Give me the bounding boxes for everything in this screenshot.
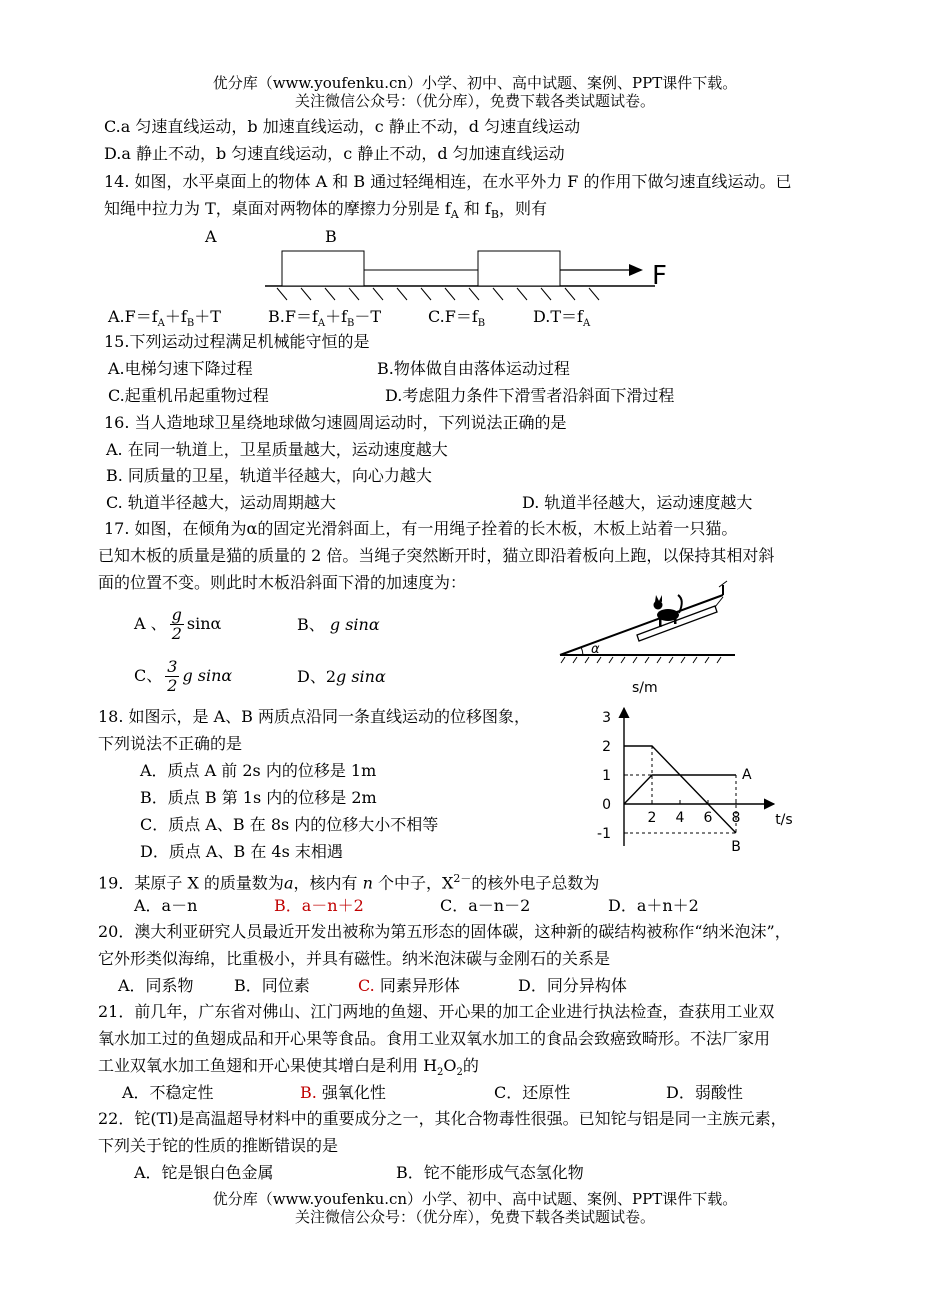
q18-option-a: A．质点 A 前 2s 内的位移是 1m [140,761,377,780]
q18-stem-line1: 18. 如图示，是 A、B 两质点沿同一条直线运动的位移图象， [98,707,531,726]
q13-option-c: C.a 匀速直线运动，b 加速直线运动，c 静止不动，d 匀速直线运动 [104,117,581,136]
q15-option-c: C.起重机吊起重物过程 [108,386,269,405]
q17-stem-line3: 面的位置不变。则此时木板沿斜面下滑的加速度为： [98,573,467,592]
q21-option-c: C．还原性 [494,1083,571,1102]
q19-option-b: B．a－n＋2 [274,896,364,915]
series-a [624,775,736,804]
q14-stem-line2: 知绳中拉力为 T，桌面对两物体的摩擦力分别是 $f_A$ 和 $f_B$，则有 [104,199,547,222]
q16-option-d: D. 轨道半径越大，运动速度越大 [522,493,753,512]
incline [560,595,723,655]
x-tick-label: 4 [675,810,685,826]
q22-option-a: A．铊是银白色金属 [134,1163,274,1182]
header-line-1: 优分库（www.youfenku.cn）小学、初中、高中试题、案例、PPT课件下载。 [212,74,738,92]
y-axis-label: s/m [632,680,658,696]
y-tick-label: 2 [602,739,611,755]
q20-option-b: B．同位素 [234,976,310,995]
q21-stem-line2: 氧水加工过的鱼翅成品和开心果等食品。食用工业双氧水加工的食品会致癌致畸形。不法厂家用 [98,1029,771,1048]
y-tick-label: 0 [602,797,611,813]
q20-option-a: A．同系物 [118,976,194,995]
y-tick-label: 1 [602,768,611,784]
q18-option-b: B．质点 B 第 1s 内的位移是 2m [140,788,377,807]
q14-diagram [255,244,685,306]
q15-stem: 15.下列运动过程满足机械能守恒的是 [104,332,370,351]
header-line-2: 关注微信公众号：（优分库），免费下载各类试题试卷。 [294,92,655,110]
q14-stem-line1: 14. 如图，水平桌面上的物体 A 和 B 通过轻绳相连，在水平外力 F 的作用下做匀速直线运动。已 [104,172,792,191]
q21-option-b: B. 强氧化性 [300,1083,386,1102]
q17-stem-line2: 已知木板的质量是猫的质量的 2 倍。当绳子突然断开时，猫立即沿着板向上跑，以保持其相对斜 [98,546,775,565]
q16-stem: 16. 当人造地球卫星绕地球做匀速圆周运动时，下列说法正确的是 [104,413,567,432]
angle-label: α [591,642,600,657]
q21-stem-line1: 21．前几年，广东省对佛山、江门两地的鱼翅、开心果的加工企业进行执法检查，查获用工业双 [98,1002,775,1021]
q14-option-c: $C.F=f_B$ [428,307,486,330]
block-a [282,251,364,286]
series-label-b: B [731,839,741,855]
q14-option-d: $D.T=f_A$ [533,307,591,330]
q17-option-a: A 、 $\frac{g}{2}$ sinα [134,605,222,643]
q14-label-b: B [325,227,337,246]
footer-line-2: 关注微信公众号：（优分库），免费下载各类试题试卷。 [294,1208,655,1226]
q20-option-d: D．同分异构体 [518,976,627,995]
q22-stem-line2: 下列关于铊的性质的推断错误的是 [98,1136,339,1155]
x-tick-label: 6 [703,810,713,826]
y-tick-label: -1 [597,826,611,842]
y-tick-label: 3 [602,710,611,726]
q16-option-a: A. 在同一轨道上，卫星质量越大，运动速度越大 [106,440,448,459]
q14-option-b: $B.F=f_A+f_B-T$ [268,307,382,330]
force-label: F [652,261,667,291]
q19-option-d: D．a＋n＋2 [608,896,699,915]
q21-stem-line3: 工业双氧水加工鱼翅和开心果使其增白是利用 $H_2O_2$的 [98,1056,479,1079]
q17-option-d: D、2g sinα [297,667,386,686]
q17-incline-diagram [555,575,740,665]
q15-option-d: D.考虑阻力条件下滑雪者沿斜面下滑过程 [385,386,675,405]
x-tick-label: 8 [731,810,741,826]
q20-stem-line1: 20．澳大利亚研究人员最近开发出被称为第五形态的固体碳，这种新的碳结构被称作“纳米泡沫”， [98,922,791,941]
q17-option-c: C、 $\frac{3}{2}$ g sinα [134,657,233,695]
q16-option-c: C. 轨道半径越大，运动周期越大 [106,493,336,512]
q21-option-a: A．不稳定性 [122,1083,214,1102]
x-axis-label: t/s [775,812,793,828]
q17-option-b: B、 g sinα [297,615,380,634]
q17-stem-line1: 17. 如图，在倾角为α的固定光滑斜面上，有一用绳子拴着的长木板，木板上站着一只猫。 [104,519,738,538]
x-tick-label: 2 [647,810,657,826]
q19-option-c: C．a－n－2 [440,896,531,915]
q20-option-c: C. 同素异形体 [358,976,460,995]
q19-option-a: A．a－n [134,896,198,915]
q20-stem-line2: 它外形类似海绵，比重极小，并具有磁性。纳米泡沫碳与金刚石的关系是 [98,949,611,968]
block-b [478,251,560,286]
q14-label-a: A [205,227,217,246]
q14-option-a: $A.F=f_A+f_B+T$ [108,307,221,330]
q15-option-a: A.电梯匀速下降过程 [108,359,253,378]
q21-option-d: D．弱酸性 [666,1083,743,1102]
footer-line-1: 优分库（www.youfenku.cn）小学、初中、高中试题、案例、PPT课件下载。 [212,1190,738,1208]
q18-option-d: D．质点 A、B 在 4s 末相遇 [140,842,343,861]
q22-option-b: B．铊不能形成气态氢化物 [396,1163,584,1182]
q19-stem: 19．某原子 X 的质量数为a，核内有 n 个中子，$X^{2-}$的核外电子总数为 [98,872,600,893]
q16-option-b: B. 同质量的卫星，轨道半径越大，向心力越大 [106,466,432,485]
q18-option-c: C．质点 A、B 在 8s 内的位移大小不相等 [140,815,439,834]
q15-option-b: B.物体做自由落体运动过程 [377,359,570,378]
q22-stem-line1: 22．铊(Tl)是高温超导材料中的重要成分之一，其化合物毒性很强。已知铊与铝是同一主族元素， [98,1109,787,1128]
q18-position-time-chart [597,676,815,861]
q13-option-d: D.a 静止不动，b 匀速直线运动，c 静止不动，d 匀加速直线运动 [104,144,565,163]
series-label-a: A [742,767,752,783]
q18-stem-line2: 下列说法不正确的是 [98,734,243,753]
